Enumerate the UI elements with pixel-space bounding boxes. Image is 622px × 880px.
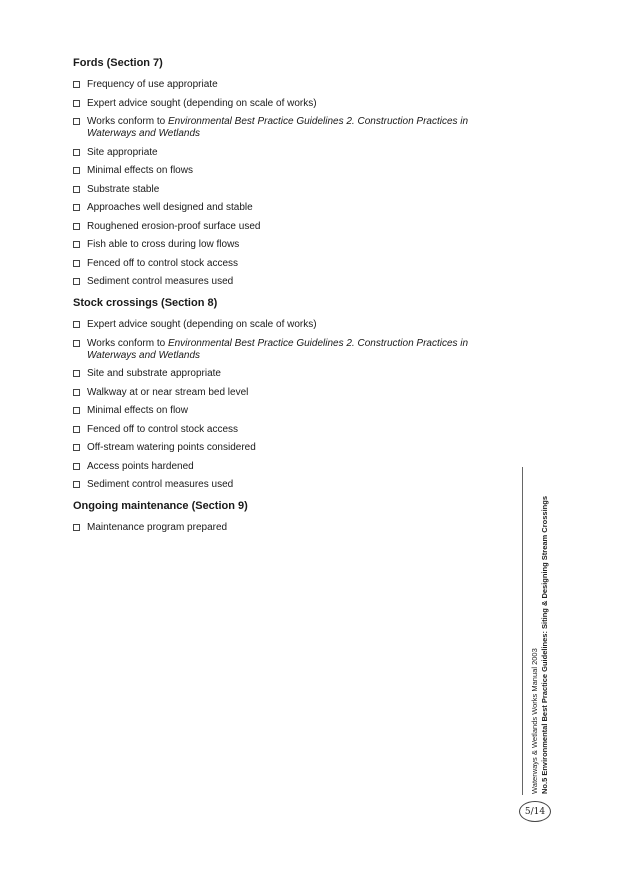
checkbox[interactable] [73, 167, 80, 174]
checkbox[interactable] [73, 321, 80, 328]
checklist-item [73, 522, 513, 534]
checklist-item [73, 461, 513, 473]
checklist-section [73, 499, 513, 534]
checklist-item-label [87, 442, 256, 454]
checklist-item-label [87, 239, 239, 251]
checklist-section [73, 56, 513, 288]
checklist-item-label [87, 461, 194, 473]
checklist-item-label [87, 79, 218, 91]
checklist-item-label [87, 276, 233, 288]
item-text: Roughened erosion-proof surface used [87, 220, 261, 232]
checkbox[interactable] [73, 149, 80, 156]
item-text: Off-stream watering points considered [87, 442, 256, 453]
checklist-item [73, 368, 513, 380]
checklist-item [73, 221, 513, 233]
checklist-item [73, 79, 513, 91]
checklist-item [73, 424, 513, 436]
guideline-title: No.5 Environmental Best Practice Guidelines: Siting & Designing Stream Crossings [540, 496, 549, 794]
checklist-item-label [87, 116, 512, 140]
item-text: Approaches well designed and stable [87, 202, 253, 213]
checklist-item [73, 442, 513, 454]
checkbox[interactable] [73, 389, 80, 396]
checklist-item-label [87, 368, 221, 380]
checkbox[interactable] [73, 81, 80, 88]
item-text: Sediment control measures used [87, 479, 234, 490]
running-footer [530, 464, 560, 794]
checkbox[interactable] [73, 241, 80, 248]
checkbox[interactable] [73, 426, 80, 433]
checklist-item-label [87, 221, 260, 233]
item-text: Maintenance program prepared [87, 522, 228, 533]
section-heading: Fords (Section 7) [73, 57, 163, 69]
checkbox[interactable] [73, 223, 80, 230]
section-heading: Ongoing maintenance (Section 9) [73, 500, 248, 512]
checklist-item [73, 239, 513, 251]
item-text: Frequency of use appropriate [87, 79, 218, 90]
item-text: Fenced off to control stock access [87, 423, 239, 435]
item-text: Site and substrate appropriate [87, 368, 221, 379]
checkbox[interactable] [73, 524, 80, 531]
checklist-item [73, 479, 513, 491]
checklist-item [73, 258, 513, 270]
checklist-item [73, 184, 513, 196]
checklist-item-label [87, 165, 193, 177]
checklist-item [73, 98, 513, 110]
checklist-item-label [87, 202, 253, 214]
publication-title: Environmental Best Practice Guidelines 2. Construction Practices in Waterways and Wetlands [87, 116, 469, 139]
item-text: Minimal effects on flow [87, 405, 188, 416]
manual-title: Waterways & Wetlands Works Manual 2003 [530, 648, 539, 794]
checkbox[interactable] [73, 463, 80, 470]
item-text: Expert advice sought (depending on scale of works) [87, 97, 317, 109]
item-text: Works conform to [87, 116, 168, 127]
item-text: Minimal effects on flows [87, 165, 193, 176]
checkbox[interactable] [73, 444, 80, 451]
item-text: Walkway at or near stream bed level [87, 386, 249, 398]
checklist-item [73, 405, 513, 417]
checklist-content [73, 56, 513, 541]
checklist-item-label [87, 479, 233, 491]
checklist-item-label [87, 405, 188, 417]
item-text: Expert advice sought (depending on scale of works) [87, 319, 317, 330]
checkbox[interactable] [73, 186, 80, 193]
publication-title: Environmental Best Practice Guidelines 2. Construction Practices in Waterways and Wetlands [87, 337, 469, 361]
item-text: Fenced off to control stock access [87, 257, 239, 269]
checklist-item [73, 165, 513, 177]
checklist-item-label [87, 319, 317, 331]
checklist-item [73, 276, 513, 288]
checklist [73, 319, 513, 491]
checklist-item [73, 116, 513, 140]
checklist-item-label [87, 98, 317, 110]
item-text: Access points hardened [87, 460, 194, 472]
checklist-item [73, 319, 513, 331]
checklist-item-label [87, 184, 159, 196]
item-text: Sediment control measures used [87, 276, 234, 287]
checkbox[interactable] [73, 370, 80, 377]
checklist-item-label [87, 147, 158, 159]
checkbox[interactable] [73, 118, 80, 125]
checklist-item [73, 387, 513, 399]
checklist-item-label [87, 387, 248, 399]
checkbox[interactable] [73, 340, 80, 347]
checklist-item-label [87, 424, 238, 436]
checklist-item-label [87, 338, 512, 362]
checklist-item-label [87, 522, 227, 534]
item-text: Substrate stable [87, 183, 160, 195]
margin-rule [522, 467, 523, 795]
checkbox[interactable] [73, 260, 80, 267]
checklist [73, 79, 513, 288]
section-heading: Stock crossings (Section 8) [73, 297, 218, 309]
checkbox[interactable] [73, 100, 80, 107]
checkbox[interactable] [73, 278, 80, 285]
checklist-item-label [87, 258, 238, 270]
checkbox[interactable] [73, 407, 80, 414]
checklist-item [73, 338, 513, 362]
checkbox[interactable] [73, 204, 80, 211]
item-text: Works conform to [87, 337, 168, 349]
checklist-item [73, 202, 513, 214]
checklist [73, 522, 513, 534]
item-text: Site appropriate [87, 146, 158, 158]
page-number-badge: 5/14 [519, 801, 551, 822]
checklist-section [73, 296, 513, 491]
checkbox[interactable] [73, 481, 80, 488]
item-text: Fish able to cross during low flows [87, 239, 240, 250]
checklist-item [73, 147, 513, 159]
